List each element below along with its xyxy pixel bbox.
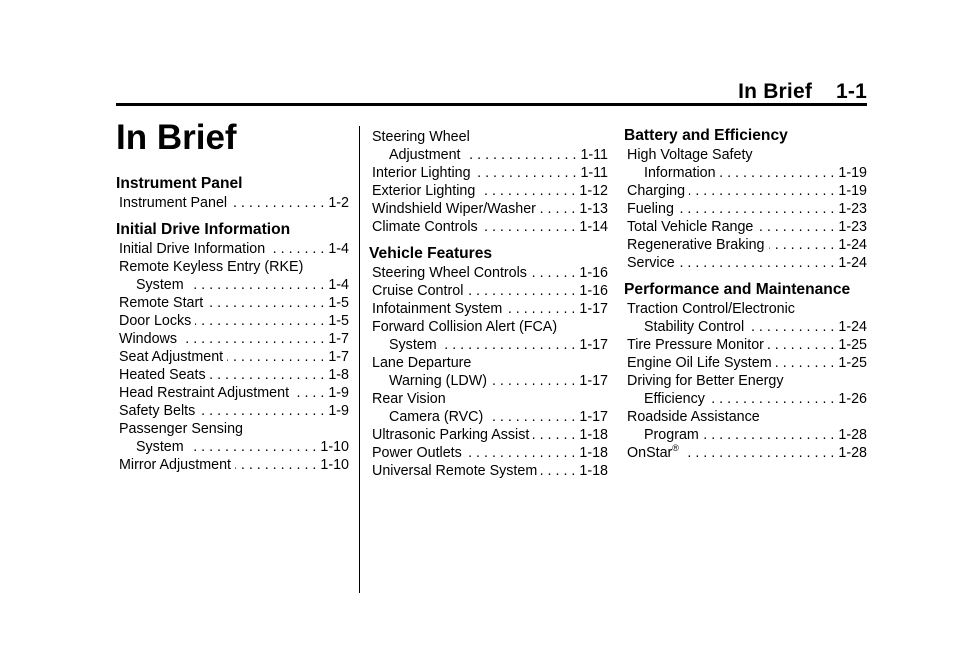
running-head [0,80,867,104]
toc-entry-label: Program [644,427,699,443]
toc-entry-label: Mirror Adjustment [119,457,232,473]
toc-entry[interactable] [627,318,867,336]
toc-entry[interactable] [372,182,608,200]
toc-entry-page: 1-5 [328,313,349,329]
dot-leader [757,218,834,236]
toc-entry-first-line[interactable]: Driving for Better Energy [627,373,784,389]
toc-entry-page: 1-4 [328,277,349,293]
toc-entry-label-text: OnStar [627,445,673,461]
toc-entry-label: Exterior Lighting [372,183,476,199]
dot-leader [769,236,835,254]
toc-entry[interactable] [372,462,608,480]
section-title-performance-maintenance: Performance and Maintenance [624,281,851,298]
toc-entry-first-line[interactable]: Lane Departure [372,355,472,371]
toc-column-2 [369,128,608,480]
toc-entry-page: 1-17 [579,373,608,389]
toc-entry-label: Charging [627,183,686,199]
toc-entry-page: 1-11 [580,165,608,181]
section-title-battery-efficiency: Battery and Efficiency [624,127,788,144]
toc-entry-first-line[interactable]: Traction Control/Electronic [627,301,795,317]
dot-leader [465,146,577,164]
toc-entry-label: Warning (LDW) [389,373,487,389]
toc-entry-label: Initial Drive Information [119,241,266,257]
toc-entry-page: 1-17 [579,301,608,317]
toc-entry[interactable] [627,164,867,182]
toc-entry-page: 1-7 [328,349,349,365]
toc-entry[interactable] [372,200,608,218]
toc-entry-label: Efficiency [644,391,705,407]
section-title-vehicle-features: Vehicle Features [369,245,493,262]
dot-leader [479,182,575,200]
dot-leader [227,348,324,366]
toc-entry-page: 1-28 [838,427,867,443]
running-head-section: In Brief [738,80,813,103]
dot-leader [293,384,324,402]
dot-leader [210,366,325,384]
toc-entry-page: 1-5 [328,295,349,311]
toc-entry[interactable] [119,240,349,258]
toc-entry-label: Universal Remote System [372,463,538,479]
column-divider [359,126,360,593]
toc-entry[interactable] [119,312,349,330]
toc-entry[interactable] [372,218,608,236]
toc-entry-page: 1-17 [579,337,608,353]
dot-leader [683,444,834,462]
toc-entry-label: Door Locks [119,313,192,329]
dot-leader [475,164,577,182]
dot-leader [689,182,834,200]
toc-entry-first-line[interactable]: Rear Vision [372,391,446,407]
toc-entry-page: 1-14 [579,219,608,235]
toc-entry-label: Steering Wheel Controls [372,265,527,281]
toc-entry-page: 1-18 [579,463,608,479]
toc-entry-page: 1-7 [328,331,349,347]
toc-entry-page: 1-11 [580,147,608,163]
dot-leader [531,264,575,282]
toc-column-3 [624,126,867,462]
toc-entry-page: 1-25 [838,337,867,353]
toc-entry-label: Cruise Control [372,283,464,299]
dot-leader [487,408,575,426]
section-initial-drive-entries [116,240,349,474]
toc-entry-page: 1-28 [838,445,867,461]
dot-leader [748,318,834,336]
toc-entry-label: Windows [119,331,177,347]
toc-entry-page: 1-8 [328,367,349,383]
dot-leader [678,200,834,218]
dot-leader [188,438,317,456]
toc-entry-page: 1-26 [838,391,867,407]
toc-entry[interactable] [119,438,349,456]
toc-entry[interactable] [372,264,608,282]
toc-entry[interactable] [627,182,867,200]
dot-leader [679,254,835,272]
header-rule [116,103,867,106]
toc-entry-page: 1-17 [579,409,608,425]
toc-entry-label: Camera (RVC) [389,409,484,425]
dot-leader [195,312,324,330]
toc-entry[interactable] [372,164,608,182]
toc-entry-page: 1-19 [838,165,867,181]
toc-entry-label: Interior Lighting [372,165,471,181]
dot-leader [776,354,835,372]
toc-entry-first-line[interactable]: High Voltage Safety [627,147,753,163]
dot-leader [441,336,576,354]
toc-entry[interactable] [627,444,867,462]
toc-entry-label: Regenerative Braking [627,237,765,253]
toc-entry-label: Engine Oil Life System [627,355,772,371]
toc-entry-label: Safety Belts [119,403,196,419]
toc-entry-label: Infotainment System [372,301,503,317]
dot-leader [207,294,324,312]
page-number: 1-1 [836,80,867,103]
toc-entry-page: 1-25 [838,355,867,371]
section-performance-maintenance-entries [624,300,867,462]
toc-entry[interactable] [119,402,349,420]
toc-entry[interactable] [119,194,349,212]
toc-entry-label: Remote Start [119,295,204,311]
toc-entry[interactable] [372,300,608,318]
toc-entry-first-line[interactable]: Passenger Sensing [119,421,243,437]
toc-entry-page: 1-18 [579,427,608,443]
toc-entry-page: 1-24 [838,255,867,271]
dot-leader [269,240,324,258]
toc-entry-label: Information [644,165,716,181]
dot-leader [235,456,316,474]
toc-entry-page: 1-19 [838,183,867,199]
toc-entry-label: Tire Pressure Monitor [627,337,764,353]
toc-entry[interactable] [627,236,867,254]
section-title-instrument-panel: Instrument Panel [116,175,243,192]
toc-entry-label: Ultrasonic Parking Assist [372,427,530,443]
toc-entry[interactable] [119,384,349,402]
dot-leader [467,282,575,300]
dot-leader [491,372,575,390]
toc-entry-page: 1-24 [838,319,867,335]
toc-column-1 [116,174,349,474]
dot-leader [703,426,835,444]
section-title-initial-drive: Initial Drive Information [116,221,291,238]
dot-leader [482,218,576,236]
toc-entry-first-line[interactable]: Remote Keyless Entry (RKE) [119,259,304,275]
toc-entry-page: 1-23 [838,219,867,235]
toc-entry[interactable] [627,336,867,354]
toc-entry-label: System [136,277,184,293]
toc-entry-page: 1-24 [838,237,867,253]
toc-entry[interactable] [119,366,349,384]
toc-entry-page: 1-12 [579,183,608,199]
toc-entry-page: 1-13 [579,201,608,217]
toc-entry[interactable] [627,218,867,236]
toc-entry[interactable] [372,146,608,164]
toc-entry-label: Stability Control [644,319,745,335]
toc-entry[interactable] [119,348,349,366]
section-instrument-panel-entries [116,194,349,212]
dot-leader [466,444,576,462]
toc-entry-page: 1-2 [328,195,349,211]
toc-entry-first-line[interactable]: Steering Wheel [372,129,470,145]
toc-entry-page: 1-4 [328,241,349,257]
toc-entry-label: System [136,439,184,455]
toc-entry-page: 1-23 [838,201,867,217]
toc-entry[interactable] [372,336,608,354]
toc-entry-label: Power Outlets [372,445,462,461]
toc-entry-page: 1-18 [579,445,608,461]
toc-entry-page: 1-10 [320,457,349,473]
toc-entry[interactable] [627,200,867,218]
toc-entry-page: 1-9 [328,403,349,419]
toc-entry-page: 1-16 [579,265,608,281]
section-vehicle-features-entries [369,264,608,480]
toc-entry[interactable] [627,390,867,408]
dot-leader [540,200,575,218]
toc-entry[interactable] [372,282,608,300]
section-initial-drive-continued-entries [369,128,608,236]
section-battery-efficiency-entries [624,146,867,272]
toc-entry[interactable] [627,426,867,444]
toc-entry[interactable] [119,294,349,312]
toc-entry-label: System [389,337,437,353]
toc-entry-page: 1-16 [579,283,608,299]
dot-leader [188,276,325,294]
toc-entry-first-line[interactable]: Forward Collision Alert (FCA) [372,319,558,335]
page-title: In Brief [116,118,237,157]
toc-entry-label: Adjustment [389,147,461,163]
toc-entry-label [627,444,679,462]
toc-entry[interactable] [119,276,349,294]
toc-entry[interactable] [119,330,349,348]
toc-entry-label: Seat Adjustment [119,349,224,365]
toc-entry[interactable] [119,456,349,474]
toc-entry[interactable] [627,254,867,272]
toc-entry-label: Climate Controls [372,219,478,235]
dot-leader [199,402,324,420]
toc-entry[interactable] [372,408,608,426]
toc-entry-label: Windshield Wiper/Washer [372,201,536,217]
dot-leader [768,336,834,354]
dot-leader [709,390,834,408]
toc-entry[interactable] [372,426,608,444]
toc-entry[interactable] [627,354,867,372]
toc-entry-label: Heated Seats [119,367,206,383]
toc-entry-page: 1-9 [328,385,349,401]
dot-leader [231,194,324,212]
toc-entry-label: Fueling [627,201,674,217]
dot-leader [720,164,835,182]
toc-entry-label: Total Vehicle Range [627,219,754,235]
toc-entry-page: 1-10 [320,439,349,455]
toc-entry-first-line[interactable]: Roadside Assistance [627,409,760,425]
dot-leader [181,330,324,348]
toc-entry-label: Service [627,255,675,271]
dot-leader [533,426,575,444]
registered-mark: ® [672,443,679,454]
toc-entry-label: Instrument Panel [119,195,228,211]
dot-leader [541,462,575,480]
toc-entry[interactable] [372,444,608,462]
dot-leader [506,300,575,318]
toc-entry-label: Head Restraint Adjustment [119,385,290,401]
toc-entry[interactable] [372,372,608,390]
